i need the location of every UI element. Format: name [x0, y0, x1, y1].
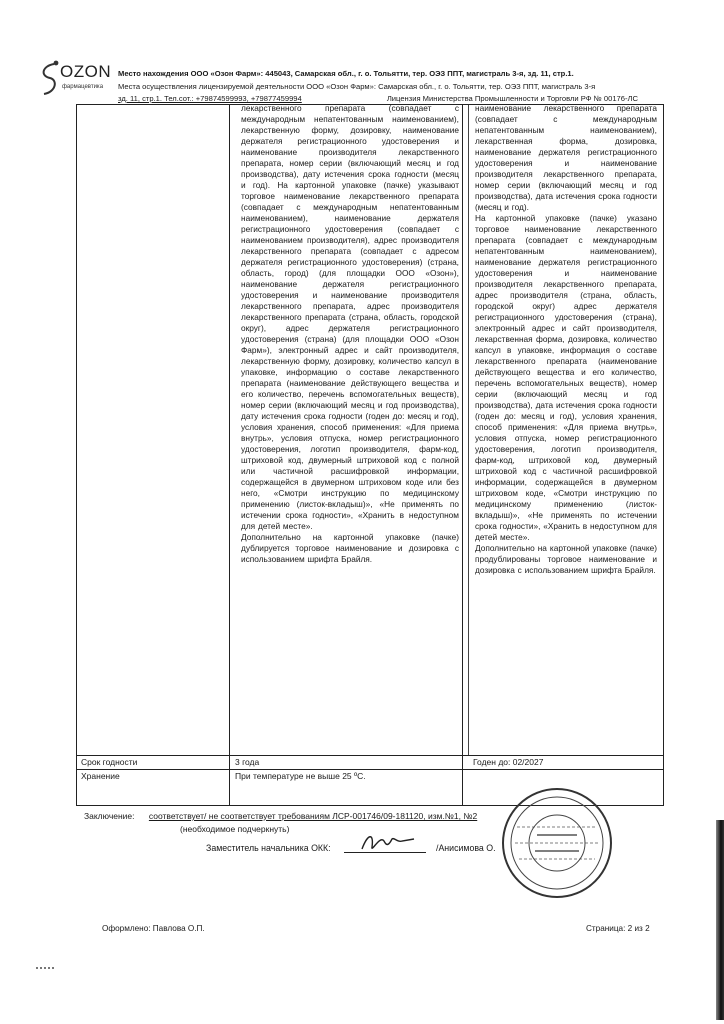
requirements-braille: Дополнительно на картонной упаковке (пачке) дублируется торговое наименование и дозировка с использованием шрифта Брайля. [241, 532, 459, 564]
header-address: Место нахождения ООО «Озон Фарм»: 445043, Самарская обл., г. о. Тольятти, тер. ОЭЗ ППТ, магистраль 3-я, зд. 11, стр.1. [118, 69, 574, 78]
shelf-life-result: Годен до: 02/2027 [473, 757, 544, 767]
table-divider [462, 755, 463, 805]
shelf-life-value: 3 года [235, 757, 260, 767]
signer-name: /Анисимова О. [436, 843, 496, 853]
requirements-text [241, 103, 459, 565]
header-activity-place: Места осуществления лицензируемой деятельности ООО «Озон Фарм»: Самарская обл., г. о. Тольятти, тер. ОЭЗ ППТ, магистраль 3-я [118, 82, 596, 91]
spec-table [76, 104, 664, 806]
conclusion-note: (необходимое подчеркнуть) [180, 824, 290, 834]
storage-label: Хранение [81, 771, 120, 781]
shelf-life-label: Срок годности [81, 757, 138, 767]
results-paragraph-pack: На картонной упаковке (пачке) указано торговое наименование лекарственного препарата (совпадает с международным непатентованным наименованием), наименование держателя регистрационного удостоверения и наименование производителя лекарственного препарата, адрес производителя (страна, область, городской округ) адрес держателя регистрационного удостоверения (страна), электронный адрес и сайт производителя, лекарственная форма, дозировка, количество капсул в упаковке, информация о составе лекарственного препарата (наименование действующего вещества и его количество, перечень вспомогательных веществ), номер серии (включающий месяц и год производства), дата истечения срока годности (годен до: месяц и год), условия хранения, способ применения: «Для приема внутрь», условия отпуска, номер регистрационного удостоверения, логотип производителя, фарм-код, штриховой код, двумерный штриховой код с частичной расшифровкой информации, содержащейся в двумерном штриховом коде, «Смотри инструкцию по медицинскому применению (листок-вкладыш)», «Не применять по истечении срока годности», «Хранить в недоступном для детей месте». [475, 213, 657, 542]
header-phones: зд. 11, стр.1. Тел.сот.: +79874599993, +79877459994 [118, 94, 302, 103]
table-divider [462, 105, 463, 755]
scan-edge [716, 820, 724, 1020]
conclusion-text: соответствует/ не соответствует требованиям ЛСР-001746/09-181120, изм.№1, №2 [148, 811, 478, 821]
storage-value: При температуре не выше 25 ºС. [235, 771, 366, 781]
signature-line [344, 852, 426, 853]
stamp-seal-icon [497, 783, 617, 903]
conclusion-label: Заключение: [84, 811, 135, 821]
table-row-divider [77, 755, 663, 756]
company-logo [34, 58, 114, 106]
results-braille: Дополнительно на картонной упаковке (пачке) продублированы торговое наименование и дозировка с использованием шрифта Брайля. [475, 543, 657, 575]
page-number: Страница: 2 из 2 [586, 924, 650, 933]
logo-name: OZON [60, 62, 112, 81]
results-text [475, 103, 657, 576]
requirements-paragraph: лекарственного препарата (совпадает с международным непатентованным наименованием), лекарственную форму, дозировку, наименование держателя регистрационного удостоверения и наименование производителя лекарственного препарата, номер серии (включающий месяц и год производства), дату истечения срока годности (месяц и год). На картонной упаковке (пачке) указывают торговое наименование лекарственного препарата (совпадает с международным непатентованным наименованием), наименование держателя регистрационного удостоверения (совпадает с наименованием производителя), адрес производителя лекарственного препарата (совпадает с адресом держателя регистрационного удостоверения) (страна, область, город) (для площадки ООО «Озон»), наименование держателя регистрационного удостоверения и наименование производителя лекарственного препарата, адрес производителя лекарственного препарата (страна, область, городской округ), адрес держателя регистрационного удостоверения (страна) (для площадки ООО «Озон Фарм»), электронный адрес и сайт производителя, лекарственную форму, дозировку, количество капсул в упаковке, информацию о составе лекарственного препарата (наименование действующего вещества и его количество, перечень вспомогательных веществ), номер серии (включающий месяц и год производства), дату истечения срока годности (годен до: месяц и год), условия хранения, способ применения: «Для приема внутрь», условия отпуска, номер регистрационного удостоверения, логотип производителя, фарм-код, штриховой код, двумерный штриховой код с полной или частичной расшифровкой информации, содержащейся в двумерном штриховом коде или без него, «Смотри инструкцию по медицинскому применению (листок-вкладыш)», «Не применять по истечении срока годности», «Хранить в недоступном для детей месте». [241, 103, 459, 531]
logo-subtitle: фармацевтика [62, 84, 104, 90]
logo-mark-icon [34, 58, 62, 104]
signer-role: Заместитель начальника ОКК: [206, 843, 331, 853]
table-row-divider [77, 769, 663, 770]
results-paragraph: наименование лекарственного препарата (совпадает с международным непатентованным наименованием), лекарственная форма, дозировка, наименование держателя регистрационного удостоверения и наименование производителя лекарственного препарата, номер серии (включающий месяц и год производства), дата истечения срока годности (месяц и год). [475, 103, 657, 212]
scan-artifact [36, 967, 56, 969]
header-license: Лицензия Министерства Промышленности и Торговли РФ № 00176-ЛС [386, 94, 638, 103]
conclusion [84, 811, 477, 821]
table-divider [468, 105, 469, 755]
table-divider [229, 105, 230, 805]
prepared-by: Оформлено: Павлова О.П. [102, 924, 205, 933]
